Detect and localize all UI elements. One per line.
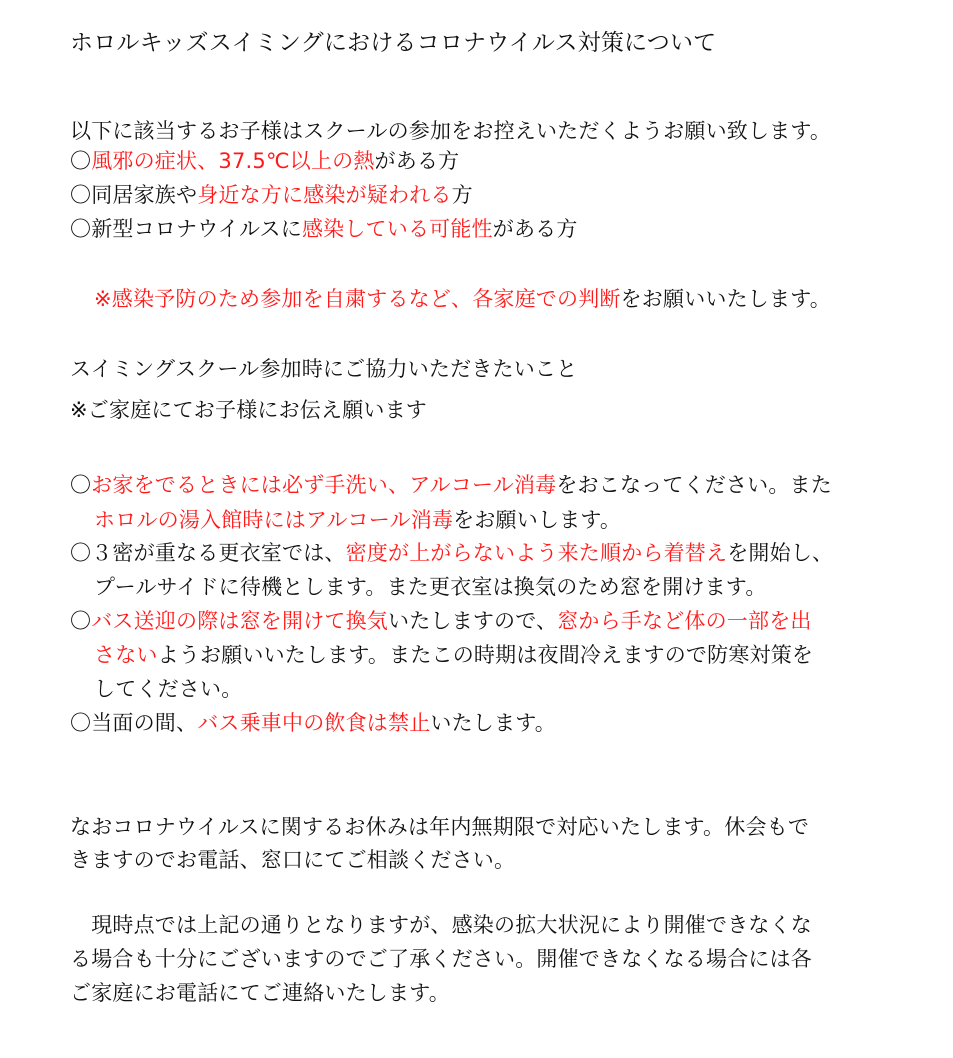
body-text: いたします。 [430,711,556,735]
cooperation-item-locker-line1 [70,538,833,568]
body-text: 〇３密が重なる更衣室では、 [70,541,346,565]
emphasis-text: さない [94,643,158,667]
cooperation-item-bus-line2 [94,640,813,670]
emphasis-text: ホロルの湯入館時にはアルコール消毒 [94,508,454,532]
body-text: をお願いします。 [453,508,622,532]
body-text: いたしますので、 [388,609,558,633]
emphasis-text: お家をでるときには必ず手洗い、アルコール消毒 [91,473,557,497]
body-text: 〇新型コロナウイルスに [70,217,302,241]
page-title: ホロルキッズスイミングにおけるコロナウイルス対策について [70,30,717,56]
body-text: を開始し、 [727,541,834,565]
intro-item-fever [70,146,459,176]
emphasis-text: バス乗車中の飲食は禁止 [197,711,431,735]
body-text: 〇同居家族や [70,183,198,207]
intro-note [94,284,831,314]
emphasis-text: 風邪の症状、37.5℃以上の熱 [91,149,375,173]
body-text: ようお願いいたします。またこの時期は夜間冷えますので防寒対策を [157,643,814,667]
emphasis-text: 密度が上がらないよう来た順から着替え [345,541,728,565]
note-mark: ※ [94,287,112,311]
body-text: をおこなってください。また [556,473,832,497]
closing-para2-line3: ご家庭にお電話にてご連絡いたします。 [70,981,450,1005]
cooperation-item-bus-line1 [70,606,812,636]
body-text: がある方 [374,149,460,173]
emphasis-text: 窓から手など体の一部を出 [557,609,812,633]
closing-para1-line2: きますのでお電話、窓口にてご相談ください。 [70,848,516,872]
cooperation-subheading: ※ご家庭にてお子様にお伝え願います [70,398,427,422]
intro-lead: 以下に該当するお子様はスクールの参加をお控えいただくようお願い致します。 [70,119,832,143]
bullet-text: 〇 [70,473,92,497]
cooperation-item-bus-line3: してください。 [94,677,243,701]
body-text: がある方 [492,217,578,241]
body-text: 方 [451,183,473,207]
emphasis-text: 身近な方に感染が疑われる [197,183,452,207]
emphasis-text: 感染予防のため参加を自粛するなど、各家庭での判断 [111,287,621,311]
body-text: 〇当面の間、 [70,711,198,735]
bullet-text: 〇 [70,609,92,633]
closing-para1-line1: なおコロナウイルスに関するお休みは年内無期限で対応いたします。休会もで [70,815,810,839]
cooperation-item-food [70,708,556,738]
cooperation-item-handwash-line1 [70,470,832,500]
emphasis-text: バス送迎の際は窓を開けて換気 [91,609,389,633]
body-text: をお願いいたします。 [620,287,831,311]
bullet-text: 〇 [70,149,92,173]
cooperation-heading: スイミングスクール参加時にご協力いただきたいこと [70,357,578,381]
cooperation-item-handwash-line2 [94,505,621,535]
cooperation-item-locker-line2: プールサイドに待機とします。また更衣室は換気のため窓を開けます。 [94,575,767,599]
closing-para2-line2: る場合も十分にございますのでご了承ください。開催できなくなる場合には各 [70,947,812,971]
emphasis-text: 感染している可能性 [301,217,493,241]
intro-item-family [70,180,473,210]
intro-item-possibility [70,214,578,244]
closing-para2-line1: 現時点では上記の通りとなりますが、感染の拡大状況により開催できなくな [70,913,812,937]
